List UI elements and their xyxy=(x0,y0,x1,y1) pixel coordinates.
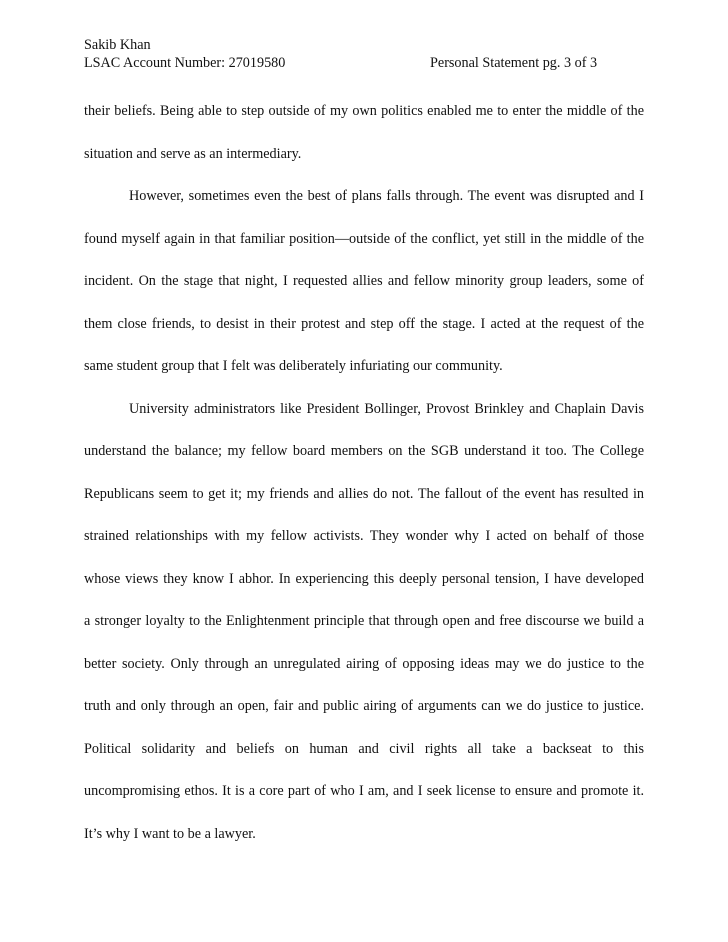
body-line: truth and only through an open, fair and public airing of arguments can we do justice to justice. xyxy=(84,698,644,714)
author-name: Sakib Khan xyxy=(84,37,151,53)
body-line: whose views they know I abhor. In experiencing this deeply personal tension, I have developed xyxy=(84,571,644,587)
body-line: Republicans seem to get it; my friends and allies do not. The fallout of the event has resulted in xyxy=(84,486,644,502)
body-line: found myself again in that familiar position—outside of the conflict, yet still in the middle of the xyxy=(84,231,644,247)
body-line: incident. On the stage that night, I requested allies and fellow minority group leaders, some of xyxy=(84,273,644,289)
body-line: their beliefs. Being able to step outside of my own politics enabled me to enter the middle of the xyxy=(84,103,644,119)
body-line: situation and serve as an intermediary. xyxy=(84,146,302,162)
header-author-row xyxy=(84,36,644,54)
body-line: strained relationships with my fellow activists. They wonder why I acted on behalf of those xyxy=(84,528,644,544)
body-line: uncompromising ethos. It is a core part of who I am, and I seek license to ensure and promote it. xyxy=(84,783,644,799)
lsac-account-number: LSAC Account Number: 27019580 xyxy=(84,55,286,71)
body-line: understand the balance; my fellow board members on the SGB understand it too. The College xyxy=(84,443,644,459)
body-line: them close friends, to desist in their protest and step off the stage. I acted at the request of the xyxy=(84,316,644,332)
page-header xyxy=(84,36,644,72)
page-number-label: Personal Statement pg. 3 of 3 xyxy=(430,55,598,71)
paragraph-start-line: University administrators like President Bollinger, Provost Brinkley and Chaplain Davis xyxy=(129,401,644,417)
header-account-row xyxy=(84,54,644,72)
body-line: same student group that I felt was deliberately infuriating our community. xyxy=(84,358,503,374)
body-line: Political solidarity and beliefs on human and civil rights all take a backseat to this xyxy=(84,741,644,757)
body-line: a stronger loyalty to the Enlightenment principle that through open and free discourse we build a xyxy=(84,613,644,629)
paragraph-start-line: However, sometimes even the best of plans falls through. The event was disrupted and I xyxy=(129,188,644,204)
body-line: It’s why I want to be a lawyer. xyxy=(84,826,256,842)
body-line: better society. Only through an unregulated airing of opposing ideas may we do justice to the xyxy=(84,656,644,672)
